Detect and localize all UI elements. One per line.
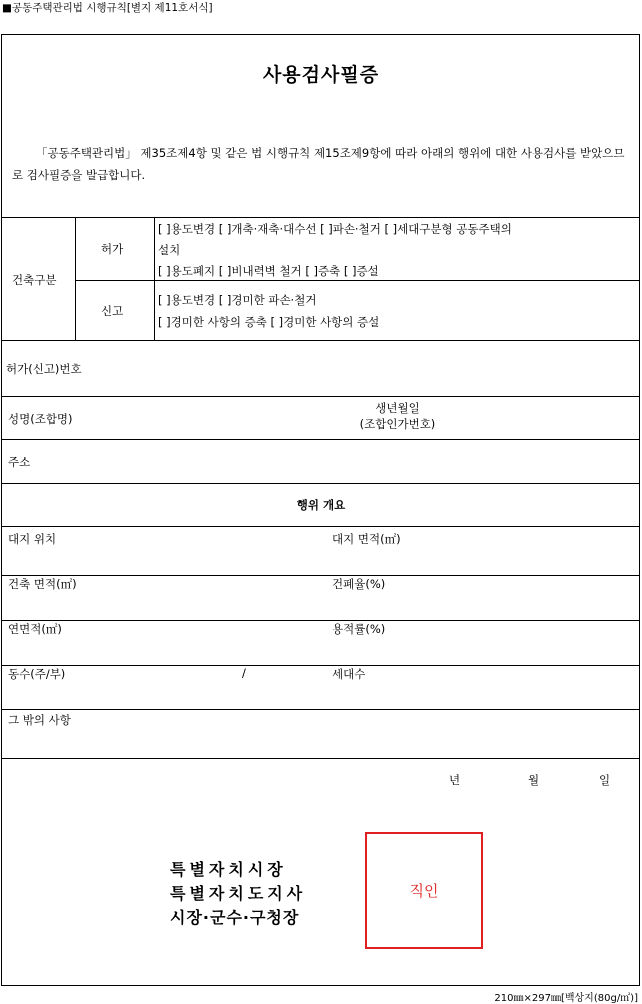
rule bbox=[1, 340, 640, 341]
association-number-label: (조합인가번호) bbox=[359, 417, 436, 431]
rule bbox=[1, 217, 640, 218]
permit-options-line2: 설치 bbox=[158, 243, 181, 257]
building-category-label: 건축구분 bbox=[12, 273, 57, 287]
rule bbox=[75, 280, 640, 281]
date-month: 월 bbox=[528, 773, 540, 787]
issuer-line3: 시장·군수·구청장 bbox=[170, 908, 300, 927]
rule bbox=[1, 665, 640, 666]
site-area-label: 대지 면적(㎡) bbox=[332, 532, 401, 546]
permit-options-line1: [ ]용도변경 [ ]개축·재축·대수선 [ ]파손·철거 [ ]세대구분형 공동주택의 bbox=[158, 222, 512, 236]
birth-date-label: 생년월일 bbox=[375, 401, 420, 415]
rule bbox=[75, 217, 76, 340]
report-label: 신고 bbox=[101, 304, 124, 318]
date-year: 년 bbox=[449, 773, 461, 787]
rule bbox=[1, 709, 640, 710]
rule bbox=[1, 620, 640, 621]
official-seal-box bbox=[365, 832, 483, 949]
report-options-line2: [ ]경미한 사항의 증축 [ ]경미한 사항의 증설 bbox=[158, 315, 380, 329]
households-label: 세대수 bbox=[332, 667, 366, 681]
form-reference: ■공동주택관리법 시행규칙[별지 제11호서식] bbox=[2, 2, 213, 14]
paper-spec: 210㎜×297㎜[백상지(80g/㎡)] bbox=[494, 993, 638, 1004]
rule bbox=[1, 439, 640, 440]
rule bbox=[1, 396, 640, 397]
official-seal-label: 직인 bbox=[409, 882, 439, 900]
buildings-label: 동수(주/부) bbox=[8, 667, 66, 681]
coverage-ratio-label: 건폐율(%) bbox=[332, 577, 386, 591]
permit-options-line3: [ ]용도폐지 [ ]비내력벽 철거 [ ]증축 [ ]증설 bbox=[158, 264, 379, 278]
issuer-line1: 특별자치시장 bbox=[170, 860, 287, 879]
rule bbox=[1, 575, 640, 576]
rule bbox=[1, 526, 640, 527]
floor-area-ratio-label: 용적률(%) bbox=[332, 622, 386, 636]
overview-heading: 행위 개요 bbox=[296, 498, 346, 512]
page-title: 사용검사필증 bbox=[262, 64, 380, 86]
permit-label: 허가 bbox=[101, 242, 124, 256]
buildings-separator: / bbox=[242, 666, 246, 680]
rule bbox=[1, 483, 640, 484]
site-location-label: 대지 위치 bbox=[8, 532, 57, 546]
permit-number-label: 허가(신고)번호 bbox=[6, 362, 82, 376]
name-label: 성명(조합명) bbox=[8, 412, 73, 426]
floor-area-label: 연면적(㎡) bbox=[8, 622, 62, 636]
address-label: 주소 bbox=[8, 455, 31, 469]
rule bbox=[154, 217, 155, 340]
rule bbox=[1, 758, 640, 759]
intro-text: 「공동주택관리법」 제35조제4항 및 같은 법 시행규칙 제15조제9항에 따라 아래의 행위에 대한 사용검사를 받았으므로 검사필증을 발급합니다. bbox=[12, 146, 625, 182]
other-matters-label: 그 밖의 사항 bbox=[8, 713, 71, 727]
date-day: 일 bbox=[599, 773, 611, 787]
building-area-label: 건축 면적(㎡) bbox=[8, 577, 77, 591]
issuer-line2: 특별자치도지사 bbox=[170, 884, 307, 903]
report-options-line1: [ ]용도변경 [ ]경미한 파손·철거 bbox=[158, 293, 317, 307]
